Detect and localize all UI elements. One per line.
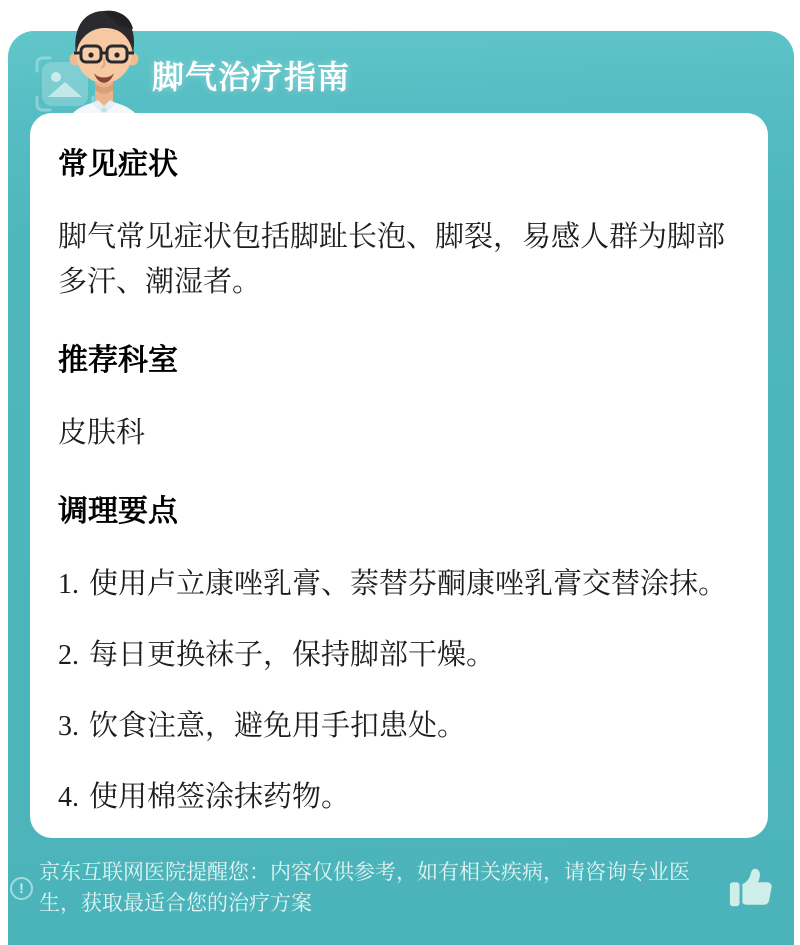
list-item-number: 2. [58, 640, 79, 671]
list-item-text: 使用棉签涂抹药物。 [89, 781, 351, 813]
list-item [58, 704, 740, 749]
content-card [30, 113, 768, 838]
page-title: 脚气治疗指南 [152, 59, 351, 95]
info-circle-icon: ! [10, 877, 33, 900]
footer-disclaimer-bar [8, 853, 794, 923]
list-item [58, 633, 740, 678]
list-item [58, 562, 740, 607]
list-item-number: 4. [58, 782, 79, 813]
section-heading-tips: 调理要点 [58, 495, 178, 528]
section-heading-symptoms: 常见症状 [58, 148, 178, 181]
section-body-symptoms: 脚气常见症状包括脚趾长泡、脚裂，易感人群为脚部多汗、潮湿者。 [58, 221, 726, 298]
section-heading-department: 推荐科室 [58, 344, 178, 377]
list-item-text: 使用卢立康唑乳膏、萘替芬酮康唑乳膏交替涂抹。 [89, 568, 728, 600]
thumbs-up-icon [728, 865, 776, 911]
thumbs-up-button[interactable] [728, 865, 776, 911]
content-panel [8, 31, 794, 945]
list-item-text: 每日更换袜子，保持脚部干燥。 [89, 639, 496, 671]
section-body-department: 皮肤科 [58, 417, 146, 449]
list-item-text: 饮食注意，避免用手扣患处。 [89, 710, 467, 742]
list-item-number: 3. [58, 711, 79, 742]
list-item [58, 775, 740, 820]
header [8, 31, 794, 113]
tips-list [58, 562, 740, 838]
list-item-number: 1. [58, 569, 79, 600]
disclaimer-text: 京东互联网医院提醒您：内容仅供参考，如有相关疾病，请咨询专业医生，获取最适合您的治疗方案 [39, 861, 690, 915]
